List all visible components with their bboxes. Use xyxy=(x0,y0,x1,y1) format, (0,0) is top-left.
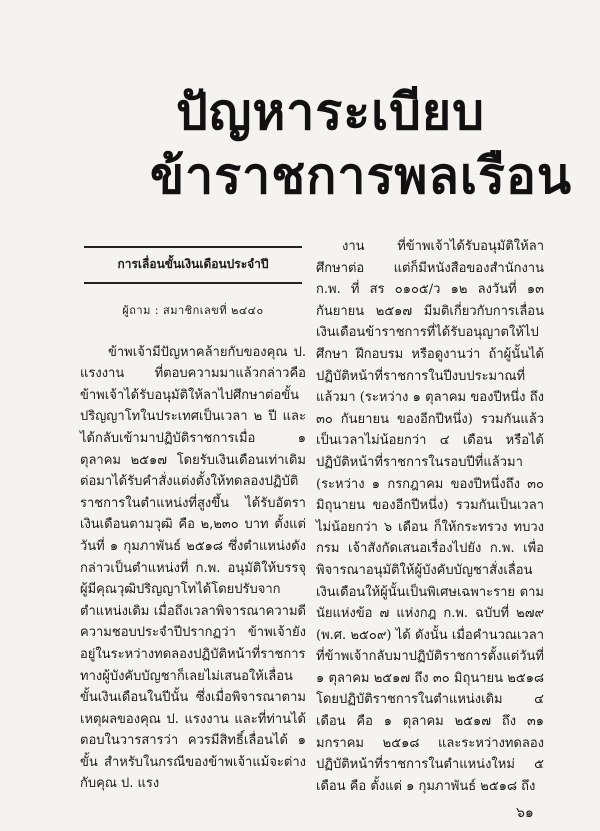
right-column-paragraph: งาน ที่ข้าพเจ้าได้รับอนุมัติให้ลาศึกษาต่อ แต่ก็มีหนังสือของสำนักงาน ก.พ. ที่ สร ๐๑๐๕/ว ๑๒ ลงวันที่ ๑๓ กันยายน ๒๕๑๗ มีมติเกี่ยวกับการเลื่อนเงินเดือนข้าราชการที่ได้รับอนุญาตให้ไปศึกษา ฝึกอบรม หรือดูงานว่า ถ้าผู้นั้นได้ปฏิบัติหน้าที่ราชการในปีงบประมาณที่แล้วมา (ระหว่าง ๑ ตุลาคม ของปีหนึ่ง ถึง ๓๐ กันยายน ของอีกปีหนึ่ง) รวมกันแล้วเป็นเวลาไม่น้อยกว่า ๔ เดือน หรือได้ปฏิบัติหน้าที่ราชการในรอบปีที่แล้วมา (ระหว่าง ๑ กรกฎาคม ของปีหนึ่งถึง ๓๐ มิถุนายน ของอีกปีหนึ่ง) รวมกันเป็นเวลาไม่น้อยกว่า ๖ เดือน ก็ให้กระทรวง ทบวง กรม เจ้าสังกัดเสนอเรื่องไปยัง ก.พ. เพื่อพิจารณาอนุมัติให้ผู้บังคับบัญชาสั่งเลื่อนเงินเดือนให้ผู้นั้นเป็นพิเศษเฉพาะราย ตามนัยแห่งข้อ ๗ แห่งกฎ ก.พ. ฉบับที่ ๒๗๙ (พ.ศ. ๒๕๐๙) ได้ ดังนั้น เมื่อคำนวณเวลาที่ข้าพเจ้ากลับมาปฏิบัติราชการตั้งแต่วันที่ ๑ ตุลาคม ๒๕๑๗ ถึง ๓๐ มิถุนายน ๒๕๑๘ โดยปฏิบัติราชการในตำแหน่งเดิม ๔ เดือน คือ ๑ ตุลาคม ๒๕๑๗ ถึง ๓๑ มกราคม ๒๕๑๘ และระหว่างทดลองปฏิบัติหน้าที่ราชการในตำแหน่งใหม่ ๕ เดือน คือ ตั้งแต่ ๑ กุมภาพันธ์ ๒๕๑๘ ถึง xyxy=(316,239,544,794)
section-heading: การเลื่อนขั้นเงินเดือนประจำปี xyxy=(84,246,302,284)
right-column xyxy=(316,236,544,797)
left-column xyxy=(80,236,306,795)
left-column-paragraph: ข้าพเจ้ามีปัญหาคล้ายกับของคุณ ป. แรงงาน ที่ตอบความมาแล้วกล่าวคือ ข้าพเจ้าได้รับอนุมัติให้ลาไปศึกษาต่อขั้นปริญญาโทในประเทศเป็นเวลา ๒ ปี และได้กลับเข้ามาปฏิบัติราชการเมื่อ ๑ ตุลาคม ๒๕๑๗ โดยรับเงินเดือนเท่าเดิม ต่อมาได้รับคำสั่งแต่งตั้งให้ทดลองปฏิบัติราชการในตำแหน่งที่สูงขึ้น ได้รับอัตราเงินเดือนตามวุฒิ คือ ๒,๒๓๐ บาท ตั้งแต่วันที่ ๑ กุมภาพันธ์ ๒๕๑๘ ซึ่งตำแหน่งดังกล่าวเป็นตำแหน่งที่ ก.พ. อนุมัติให้บรรจุผู้มีคุณวุฒิปริญญาโทได้โดยปรับจากตำแหน่งเดิม เมื่อถึงเวลาพิจารณาความดีความชอบประจำปีปรากฏว่า ข้าพเจ้ายังอยู่ในระหว่างทดลองปฏิบัติหน้าที่ราชการ ทางผู้บังคับบัญชาก็เลยไม่เสนอให้เลื่อนขั้นเงินเดือนในปีนั้น ซึ่งเมื่อพิจารณาตามเหตุผลของคุณ ป. แรงงาน และที่ท่านได้ตอบในวารสารว่า ควรมีสิทธิ์เลื่อนได้ ๑ ขั้น สำหรับในกรณีของข้าพเจ้าแม้จะต่างกับคุณ ป. แรง xyxy=(80,344,306,792)
title-line-2: ข้าราชการพลเรือน xyxy=(150,147,573,205)
asker-line: ผู้ถาม : สมาชิกเลขที่ ๒๔๔๐ xyxy=(122,304,264,317)
page-number: ๖๑ xyxy=(516,805,534,821)
title-line-1: ปัญหาระเบียบ xyxy=(176,83,485,141)
